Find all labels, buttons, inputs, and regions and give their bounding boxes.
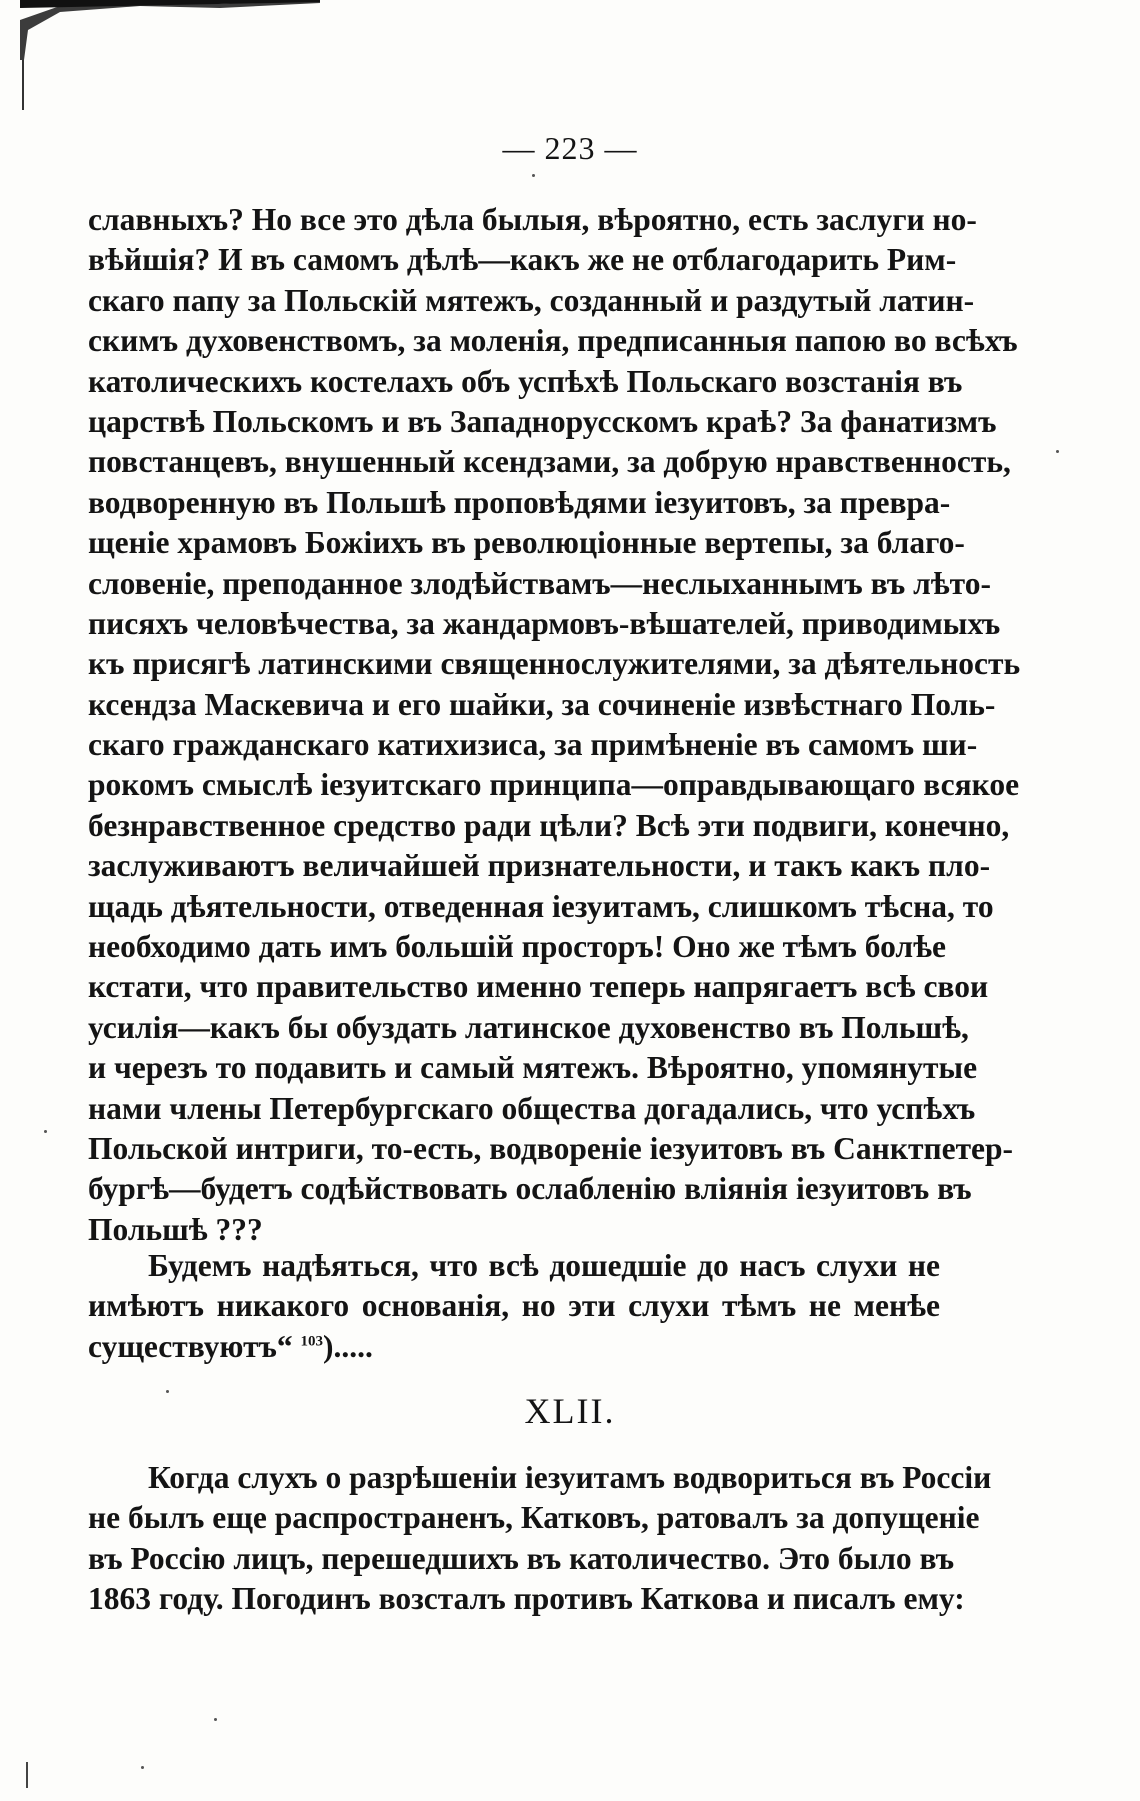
text-line: повстанцевъ, внушенный ксендзами, за добрую нравственность, <box>88 444 1011 480</box>
text-line: писяхъ человѣчества, за жандармовъ-вѣшателей, приводимыхъ <box>88 605 1001 641</box>
text-line: 1863 году. Погодинъ возсталъ противъ Каткова и писалъ ему: <box>88 1581 965 1617</box>
text-line: къ присягѣ латинскими священнослужителями, за дѣятельность <box>88 646 1021 682</box>
text-line: скимъ духовенствомъ, за моленія, предписанныя папою во всѣхъ <box>88 323 1018 359</box>
section-heading: XLII. <box>524 1391 616 1431</box>
text-line: ксендза Маскевича и его шайки, за сочиненіе извѣстнаго Поль- <box>88 686 996 722</box>
text-line: необходимо дать имъ большій просторъ! Оно же тѣмъ болѣе <box>88 929 946 965</box>
scan-speck <box>166 1390 169 1393</box>
text-line: вѣйшія? И въ самомъ дѣлѣ—какъ же не отблагодарить Рим- <box>88 242 957 278</box>
text-line: Будемъ надѣяться, что всѣ дошедшіе до насъ слухи не <box>148 1248 940 1283</box>
text-line: католическихъ костелахъ объ успѣхѣ Польскаго возстанія въ <box>88 363 963 399</box>
text-line: царствѣ Польскомъ и въ Западнорусскомъ краѣ? За фанатизмъ <box>88 403 997 439</box>
text-line: Когда слухъ о разрѣшеніи іезуитамъ водвориться въ Россіи <box>148 1460 992 1495</box>
text-line: заслуживаютъ величайшей признательности, и такъ какъ пло- <box>88 848 991 884</box>
text-line: скаго папу за Польскій мятежъ, созданный и раздутый латин- <box>88 282 975 318</box>
text-line: безнравственное средство ради цѣли? Всѣ эти подвиги, конечно, <box>88 807 1010 843</box>
text-line: и черезъ то подавить и самый мятежъ. Вѣроятно, упомянутые <box>88 1050 978 1086</box>
scan-speck <box>141 1766 144 1769</box>
page-number: — 223 — <box>502 130 638 166</box>
text-line: славныхъ? Но все это дѣла былыя, вѣроятно, есть заслуги но- <box>88 202 977 237</box>
text-line: имѣютъ никакого основанія, но эти слухи тѣмъ не менѣе <box>88 1288 940 1324</box>
text-line: бургѣ—будетъ содѣйствовать ослабленію вліянія іезуитовъ въ <box>88 1171 972 1207</box>
text-line: рокомъ смыслѣ іезуитскаго принципа—оправдывающаго всякое <box>88 767 1020 803</box>
footnote-marker: 103 <box>300 1333 324 1350</box>
text-line: не былъ еще распространенъ, Катковъ, ратовалъ за допущеніе <box>88 1500 980 1536</box>
text-line: усилія—какъ бы обуздать латинское духовенство въ Польшѣ, <box>88 1009 969 1045</box>
text-line: Польской интриги, то-есть, водвореніе іезуитовъ въ Санктпетер- <box>88 1130 1014 1166</box>
paragraph-1 <box>88 200 1021 1250</box>
text-line: водворенную въ Польшѣ проповѣдями іезуитовъ, за превра- <box>88 484 951 520</box>
text-line: въ Россію лицъ, перешедшихъ въ католичество. Это было въ <box>88 1540 955 1576</box>
text-line: кстати, что правительство именно теперь напрягаетъ всѣ свои <box>88 969 989 1005</box>
text-line: Польшѣ ??? <box>88 1211 263 1247</box>
text-line: нами члены Петербургскаго общества догадались, что успѣхъ <box>88 1090 976 1126</box>
text-line: скаго гражданскаго катихизиса, за примѣненіе въ самомъ ши- <box>88 727 978 763</box>
text-line: словеніе, преподанное злодѣйствамъ—неслыханнымъ въ лѣто- <box>88 565 991 601</box>
text-fragment: существуютъ“ <box>88 1328 293 1364</box>
scan-speck <box>214 1718 217 1721</box>
scan-speck <box>1056 450 1059 453</box>
text-line: щеніе храмовъ Божіихъ въ революціонные вертепы, за благо- <box>88 525 965 561</box>
scan-speck <box>532 174 535 177</box>
scan-edge-mark-bottom <box>26 1762 28 1788</box>
scan-edge-mark <box>22 60 24 110</box>
paragraph-3 <box>88 1458 992 1620</box>
text-line: щадь дѣятельности, отведенная іезуитамъ, слишкомъ тѣсна, то <box>88 888 994 924</box>
scan-edge-shadow <box>20 0 320 70</box>
text-line-with-footnote <box>88 1327 940 1367</box>
paragraph-2 <box>88 1246 940 1367</box>
scan-speck <box>44 1130 47 1133</box>
text-fragment: )..... <box>323 1328 373 1364</box>
